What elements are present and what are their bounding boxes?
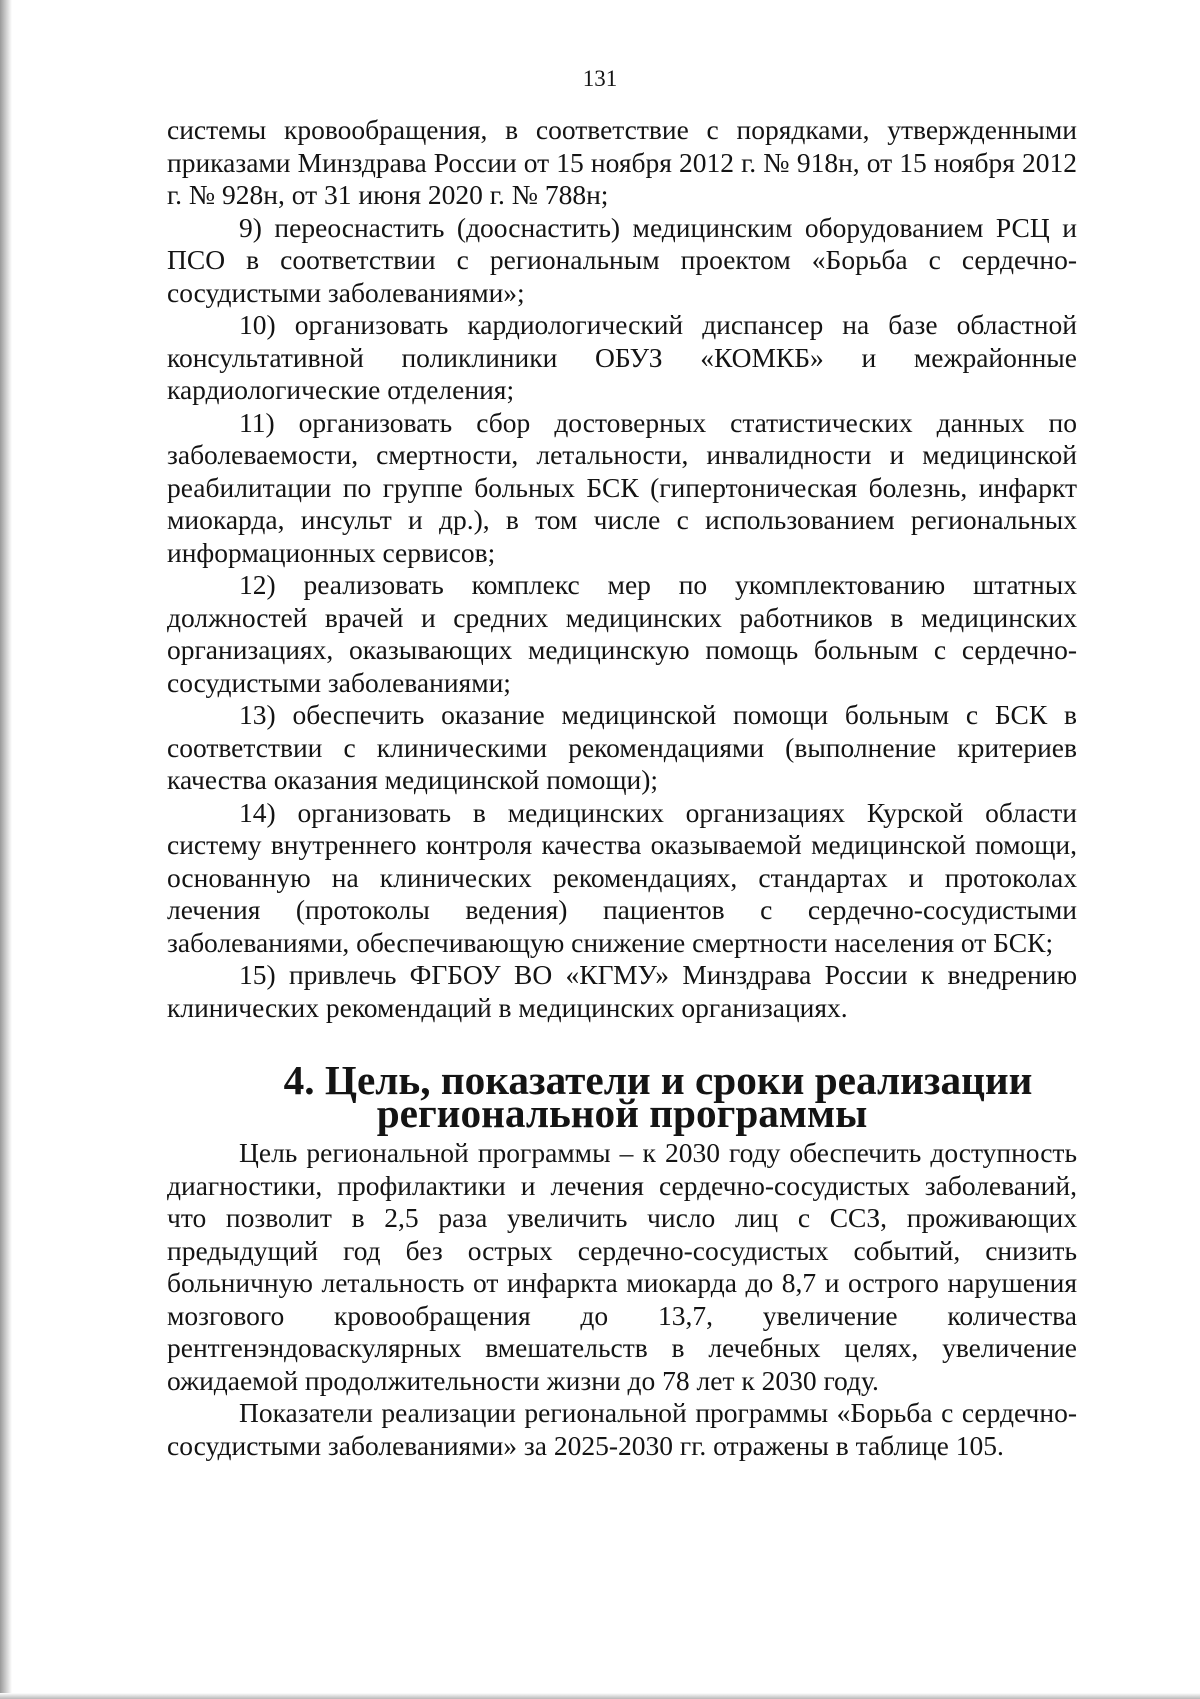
- page-number: 131: [582, 66, 618, 91]
- section-heading: 4. Цель, показатели и сроки реализации региональной программы: [283, 1057, 1033, 1136]
- list-item-9: 9) переоснастить (дооснастить) медицинским оборудованием РСЦ и ПСО в соответствии с региональным проектом «Борьба с сердечно-сосудистыми заболеваниями»;: [167, 211, 1077, 308]
- list-item-10: 10) организовать кардиологический диспансер на базе областной консультативной поликлиники ОБУЗ «КОМКБ» и межрайонные кардиологические отделения;: [167, 309, 1077, 405]
- document-body: [167, 114, 1077, 1462]
- list-item-15: 15) привлечь ФГБОУ ВО «КГМУ» Минздрава России к внедрению клинических рекомендаций в медицинских организациях.: [167, 959, 1077, 1023]
- indicators-paragraph: Показатели реализации региональной программы «Борьба с сердечно-сосудистыми заболеваниями» за 2025-2030 гг. отражены в таблице 105.: [167, 1397, 1077, 1461]
- paragraph-continuation: системы кровообращения, в соответствие с порядками, утвержденными приказами Минздрава России от 15 ноября 2012 г. № 918н, от 15 ноября 2012 г. № 928н, от 31 июня 2020 г. № 788н;: [167, 114, 1077, 210]
- list-item-13: 13) обеспечить оказание медицинской помощи больным с БСК в соответствии с клиническими рекомендациями (выполнение критериев качества оказания медицинской помощи);: [167, 699, 1077, 795]
- goal-paragraph: Цель региональной программы – к 2030 году обеспечить доступность диагностики, профилактики и лечения сердечно-сосудистых заболеваний, что позволит в 2,5 раза увеличить число лиц с ССЗ, проживающих предыдущий год без острых сердечно-сосудистых событий, снизить больничную летальность от инфаркта миокарда до 8,7 и острого нарушения мозгового кровообращения до 13,7, увеличение количества рентгенэндоваскулярных вмешательств в лечебных целях, увеличение ожидаемой продолжительности жизни до 78 лет к 2030 году.: [167, 1137, 1077, 1396]
- scan-edge-bottom: [0, 1693, 1200, 1699]
- list-item-12: 12) реализовать комплекс мер по укомплектованию штатных должностей врачей и средних медицинских работников в медицинских организациях, оказывающих медицинскую помощь больным с сердечно-сосудистыми заболеваниями;: [167, 569, 1077, 698]
- list-item-11: 11) организовать сбор достоверных статистических данных по заболеваемости, смертности, летальности, инвалидности и медицинской реабилитации по группе больных БСК (гипертоническая болезнь, инфаркт миокарда, инсульт и др.), в том числе с использованием региональных информационных сервисов;: [167, 406, 1077, 568]
- scan-edge-left: [0, 0, 12, 1699]
- list-item-14: 14) организовать в медицинских организациях Курской области систему внутреннего контроля качества оказываемой медицинской помощи, основанную на клинических рекомендациях, стандартах и протоколах лечения (протоколы ведения) пациентов с сердечно-сосудистыми заболеваниями, обеспечивающую снижение смертности населения от БСК;: [167, 796, 1077, 958]
